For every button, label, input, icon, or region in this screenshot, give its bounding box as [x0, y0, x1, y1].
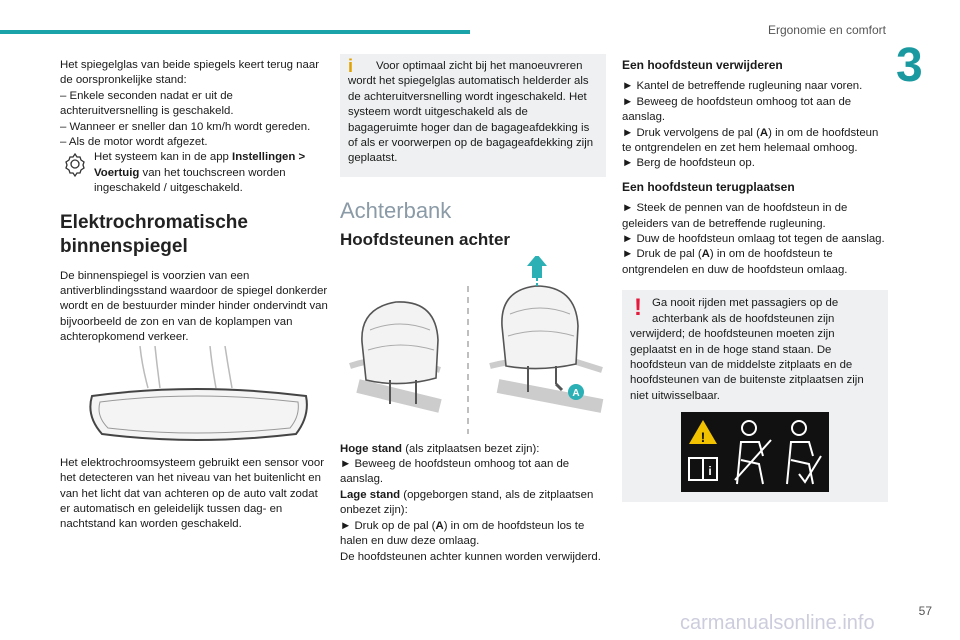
settings-note — [60, 150, 328, 196]
remove-step-post: ) in om de hoofdsteun te ontgrendelen en zet hem helemaal omhoog. — [622, 126, 879, 155]
remove-step: ► Berg de hoofdsteun op. — [622, 157, 755, 170]
column-3 — [622, 58, 888, 502]
page-number: 57 — [918, 604, 932, 618]
warning-box — [622, 290, 888, 502]
low-position-label: Lage stand — [340, 488, 401, 501]
chapter-title: Ergonomie en comfort — [767, 23, 886, 37]
remove-step — [622, 126, 888, 157]
high-position — [340, 442, 606, 457]
settings-path: Instellingen > Voertuig — [94, 151, 306, 179]
replace-step-post: ) in om de hoofdsteun te ontgrendelen en duw de hoofdsteun omlaag. — [622, 248, 848, 276]
mirror-reset-item: – Wanneer er sneller dan 10 km/h wordt gereden. — [60, 120, 311, 133]
warning-text: Ga nooit rijden met passagiers op de achterbank als de hoofdsteunen zijn verwijderd; de hoofdsteunen moeten zijn geplaatst en in de hoge stand staan. De hoofdsteun van de middelste zitplaats en de hoofdsteunen van de buitenste zitplaatsen zijn niet uitwisselbaar. — [630, 297, 864, 402]
high-position-step: ► Beweeg de hoofdsteun omhoog tot aan de aanslag. — [340, 458, 570, 486]
mirror-reset-item: – Enkele seconden nadat er uit de achteruitversnelling is geschakeld. — [60, 89, 234, 118]
mirror-reset-intro: Het spiegelglas van beide spiegels keert terug naar de oorspronkelijke stand: — [60, 59, 319, 87]
info-text: Voor optimaal zicht bij het manoeuvreren wordt het spiegelglas automatisch helderder als de achteruitversnelling wordt ingeschakeld. Het systeem wordt uitgeschakeld als de bagageruimte hoger dan de bagageafdekking is of als er voorwerpen op de bagageafdekking zijn geplaatst. — [348, 60, 594, 165]
settings-text-pre: Het systeem kan in de app — [94, 151, 233, 164]
column-1 — [60, 58, 328, 533]
low-step-pre: ► Druk op de pal ( — [340, 519, 436, 532]
svg-text:!: ! — [700, 429, 706, 446]
high-position-label: Hoge stand — [340, 442, 403, 455]
warning-pictogram — [681, 412, 829, 492]
remove-step: ► Beweeg de hoofdsteun omhoog tot aan de aanslag. — [622, 95, 852, 124]
section-title: Achterbank — [340, 197, 452, 223]
low-position — [340, 488, 606, 519]
settings-text — [94, 150, 328, 196]
watermark: carmanualsonline.info — [680, 612, 875, 634]
replace-step: ► Duw de hoofdsteun omlaag tot tegen de aanslag. — [622, 233, 885, 246]
remove-title: Een hoofdsteun verwijderen — [622, 58, 783, 72]
replace-step-pre: ► Druk de pal ( — [622, 248, 702, 261]
removable-note: De hoofdsteunen achter kunnen worden verwijderd. — [340, 550, 601, 563]
mirror-reset-item: – Als de motor wordt afgezet. — [60, 136, 208, 149]
chapter-number: 3 — [896, 39, 923, 92]
gear-icon — [60, 150, 90, 178]
subsection-title: Hoofdsteunen achter — [340, 230, 511, 250]
header-accent-bar — [0, 30, 470, 34]
high-position-condition: (als zitplaatsen bezet zijn): — [402, 442, 540, 455]
latch-label: A — [435, 519, 444, 532]
settings-text-post: van het touchscreen worden ingeschakeld / uitgeschakeld. — [94, 166, 286, 195]
remove-step-pre: ► Druk vervolgens de pal ( — [622, 126, 760, 139]
latch-label: A — [759, 126, 769, 139]
column-2 — [340, 54, 606, 565]
electrochrome-description: Het elektrochroomsysteem gebruikt een sensor voor het detecteren van het niveau van het buitenlicht en van het licht dat van achteren op de auto valt zodat er automatisch en geleidelijk tussen dag- en nachtstand kan worden geschakeld. — [60, 456, 325, 531]
low-step-post: ) in om de hoofdsteun los te halen en duw deze omlaag. — [340, 519, 585, 548]
mirror-description: De binnenspiegel is voorzien van een antiverblindingsstand waardoor de spiegel donkerder wordt en de bestuurder minder hinder ondervindt van bijvoorbeeld de zon en van de koplampen van achteropkomend verkeer. — [60, 269, 328, 344]
warning-icon: ! — [634, 294, 642, 322]
replace-title: Een hoofdsteun terugplaatsen — [622, 179, 795, 194]
low-position-step — [340, 519, 606, 550]
remove-step: ► Kantel de betreffende rugleuning naar voren. — [622, 80, 863, 93]
rearview-mirror-illustration — [60, 346, 328, 456]
callout-label-a: A — [572, 387, 580, 399]
info-box — [340, 54, 606, 177]
low-position-condition: (opgeborgen stand, als de zitplaatsen onbezet zijn): — [340, 488, 594, 517]
replace-step: ► Steek de pennen van de hoofdsteun in de geleiders van de betreffende rugleuning. — [622, 202, 848, 230]
latch-label: A — [701, 248, 710, 261]
info-icon: i — [348, 56, 354, 76]
replace-step — [622, 247, 888, 278]
headrest-illustration — [340, 256, 606, 436]
section-heading: Elektrochromatische binnenspiegel — [60, 211, 248, 257]
svg-text:i: i — [708, 464, 712, 479]
